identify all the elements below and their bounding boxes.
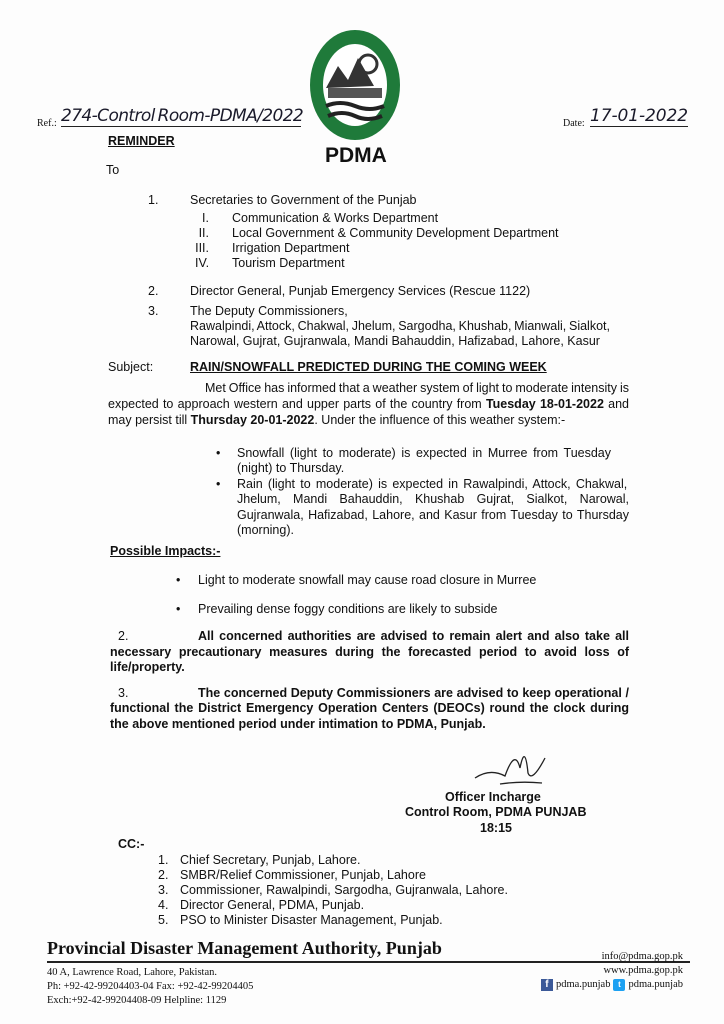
intro-text: expected to approach western and upper parts of the country from bbox=[108, 397, 486, 411]
intro-text: and bbox=[603, 397, 629, 411]
forecast-bullet: (morning). bbox=[237, 523, 294, 537]
footer-email[interactable]: info@pdma.gop.pk bbox=[601, 951, 683, 962]
sub-item: Tourism Department bbox=[232, 256, 345, 270]
recipient-2: Director General, Punjab Emergency Services (Rescue 1122) bbox=[190, 284, 531, 298]
cc-item: Commissioner, Rawalpindi, Sargodha, Gujranwala, Lahore. bbox=[180, 883, 508, 897]
cc-number: 2. bbox=[158, 868, 169, 882]
para2-line: necessary precautionary measures during the forecasted period to avoid loss of bbox=[110, 645, 629, 659]
intro-text: . Under the influence of this weather system:- bbox=[314, 413, 566, 427]
bullet-icon: • bbox=[216, 446, 221, 460]
twitter-icon: t bbox=[613, 979, 625, 991]
para3-line: The concerned Deputy Commissioners are advised to keep operational / bbox=[198, 686, 629, 700]
footer-address: 40 A, Lawrence Road, Lahore, Pakistan. bbox=[47, 967, 217, 978]
forecast-bullet: (night) to Thursday. bbox=[237, 461, 345, 475]
sub-item: Communication & Works Department bbox=[232, 211, 439, 225]
para2-line: All concerned authorities are advised to remain alert and also take all bbox=[198, 629, 629, 643]
cc-item: PSO to Minister Disaster Management, Punjab. bbox=[180, 913, 443, 927]
sub-number: I. bbox=[202, 211, 209, 225]
para-number: 2. bbox=[118, 629, 129, 643]
bullet-icon: • bbox=[176, 573, 181, 587]
sub-item: Local Government & Community Development Department bbox=[232, 226, 559, 240]
bullet-icon: • bbox=[216, 477, 221, 491]
cc-item: Director General, PDMA, Punjab. bbox=[180, 898, 365, 912]
recipient-3: The Deputy Commissioners, bbox=[190, 304, 348, 318]
facebook-icon: f bbox=[541, 979, 553, 991]
subject-label: Subject: bbox=[108, 360, 154, 374]
signatory-title: Officer Incharge bbox=[445, 790, 541, 804]
cc-number: 1. bbox=[158, 853, 169, 867]
district-list: Narowal, Gujrat, Gujranwala, Mandi Bahauddin, Hafizabad, Lahore, Kasur bbox=[190, 334, 600, 348]
start-date: Tuesday 18-01-2022 bbox=[485, 397, 604, 411]
footer-divider bbox=[47, 961, 690, 963]
forecast-bullet: Rain (light to moderate) is expected in Rawalpindi, Attock, Chakwal, bbox=[237, 477, 628, 491]
sub-item: Irrigation Department bbox=[232, 241, 350, 255]
footer-website[interactable]: www.pdma.gop.pk bbox=[603, 965, 683, 976]
para3-line: the above mentioned period under intimation to PDMA, Punjab. bbox=[110, 717, 486, 731]
intro-line bbox=[108, 397, 629, 412]
ref-number: 274-Control Room-PDMA/2022 bbox=[61, 106, 304, 126]
footer-exchange: Exch:+92-42-99204408-09 Helpline: 1129 bbox=[47, 995, 227, 1006]
ref-label: Ref.: bbox=[37, 118, 57, 129]
sub-number: IV. bbox=[195, 256, 210, 270]
subject-text: RAIN/SNOWFALL PREDICTED DURING THE COMING WEEK bbox=[190, 360, 547, 374]
intro-line: Met Office has informed that a weather system of light to moderate intensity is bbox=[205, 381, 629, 395]
footer-org-name: Provincial Disaster Management Authority, Punjab bbox=[47, 938, 442, 958]
handwritten-signature bbox=[470, 740, 550, 788]
para2-line: life/property. bbox=[110, 660, 185, 674]
impact-item: Light to moderate snowfall may cause road closure in Murree bbox=[198, 573, 537, 587]
recipient-number: 3. bbox=[148, 304, 159, 318]
twitter-handle[interactable]: pdma.punjab bbox=[628, 979, 683, 990]
district-list: Rawalpindi, Attock, Chakwal, Jhelum, Sargodha, Khushab, Mianwali, Sialkot, bbox=[190, 319, 610, 333]
cc-item: Chief Secretary, Punjab, Lahore. bbox=[180, 853, 361, 867]
signatory-office: Control Room, PDMA PUNJAB bbox=[405, 805, 587, 819]
to-label: To bbox=[106, 163, 120, 177]
reminder-label: REMINDER bbox=[108, 134, 175, 148]
recipient-number: 1. bbox=[148, 193, 159, 207]
forecast-bullet: Jhelum, Mandi Bahauddin, Khushab Gujrat, Sialkot, Narowal, bbox=[237, 492, 629, 506]
date-value: 17-01-2022 bbox=[590, 106, 688, 126]
para-number: 3. bbox=[118, 686, 129, 700]
footer-social bbox=[541, 978, 683, 992]
intro-line bbox=[108, 413, 565, 428]
para3-line: functional the District Emergency Operation Centers (DEOCs) round the clock during bbox=[110, 701, 629, 715]
sub-number: III. bbox=[195, 241, 209, 255]
cc-label: CC:- bbox=[118, 837, 145, 851]
bullet-icon: • bbox=[176, 602, 181, 616]
date-label: Date: bbox=[563, 118, 585, 129]
impacts-heading: Possible Impacts:- bbox=[110, 544, 221, 558]
cc-number: 5. bbox=[158, 913, 169, 927]
recipient-number: 2. bbox=[148, 284, 159, 298]
intro-text: may persist till bbox=[108, 413, 191, 427]
end-date: Thursday 20-01-2022 bbox=[190, 413, 315, 427]
org-short-name: PDMA bbox=[325, 144, 387, 167]
footer-phone: Ph: +92-42-99204403-04 Fax: +92-42-99204405 bbox=[47, 981, 254, 992]
cc-item: SMBR/Relief Commissioner, Punjab, Lahore bbox=[180, 868, 426, 882]
cc-number: 4. bbox=[158, 898, 169, 912]
recipient-1: Secretaries to Government of the Punjab bbox=[190, 193, 417, 207]
impact-item: Prevailing dense foggy conditions are likely to subside bbox=[198, 602, 498, 616]
sub-number: II. bbox=[198, 226, 209, 240]
forecast-bullet: Snowfall (light to moderate) is expected in Murree from Tuesday bbox=[237, 446, 611, 460]
pdma-logo bbox=[308, 28, 402, 142]
forecast-bullet: Gujranwala, Hafizabad, Lahore, and Kasur from Tuesday to Thursday bbox=[237, 508, 629, 522]
facebook-handle[interactable]: pdma.punjab bbox=[555, 979, 611, 990]
issue-time: 18:15 bbox=[480, 821, 512, 835]
cc-number: 3. bbox=[158, 883, 169, 897]
